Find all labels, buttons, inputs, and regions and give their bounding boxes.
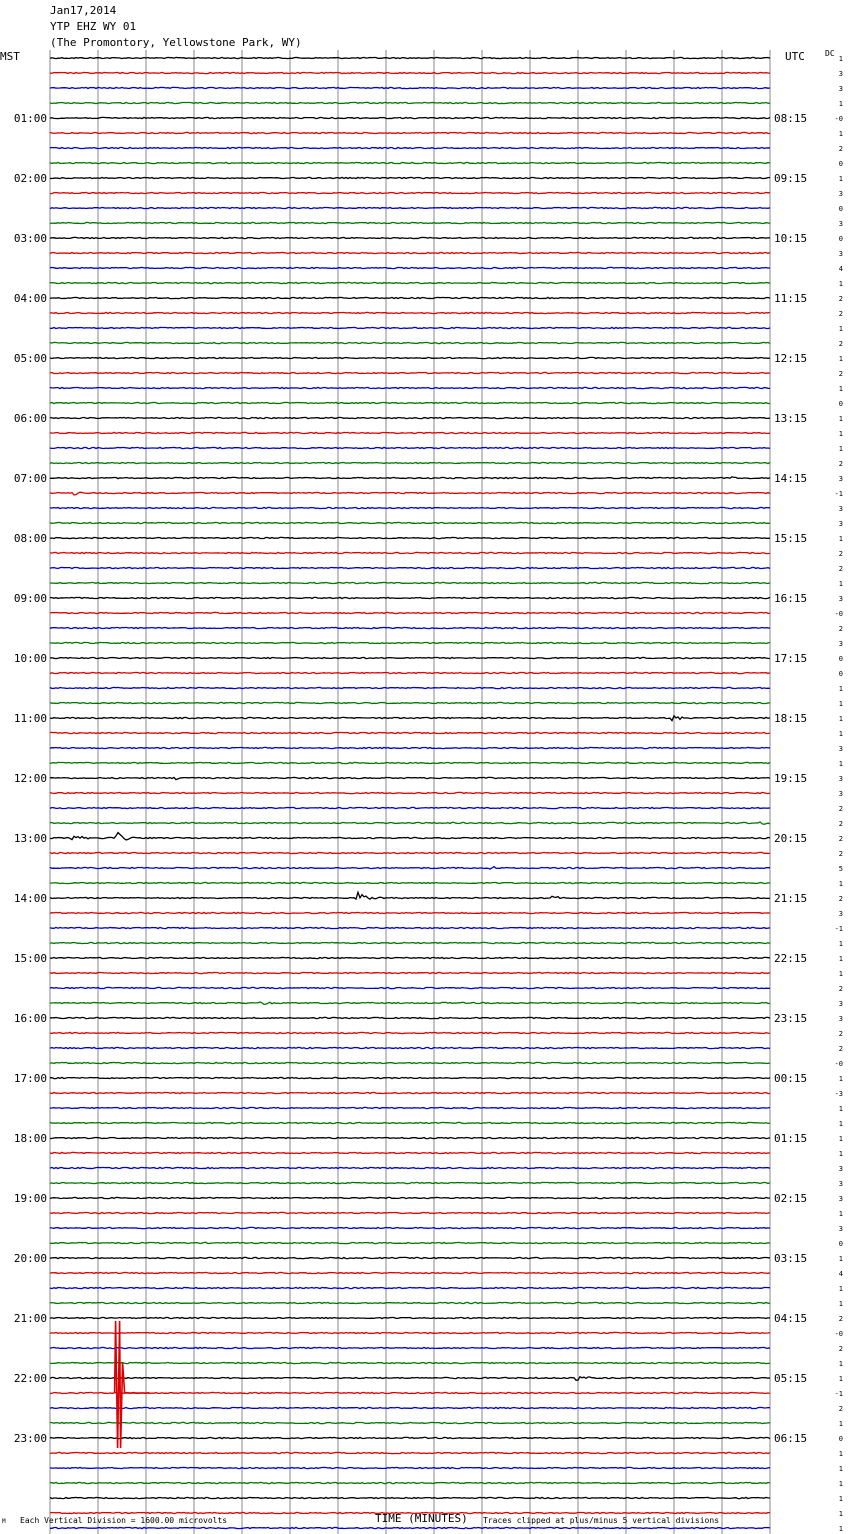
trace-line xyxy=(50,267,770,268)
dc-offset-value: 3 xyxy=(838,790,843,798)
trace-line xyxy=(50,852,770,853)
right-hour-label: 00:15 xyxy=(774,1072,808,1085)
trace-line xyxy=(50,132,770,133)
left-hour-label: 09:00 xyxy=(13,592,47,605)
trace-line xyxy=(50,537,770,538)
trace-line xyxy=(50,1347,770,1348)
trace-line xyxy=(50,1257,770,1258)
left-hour-label: 01:00 xyxy=(13,112,47,125)
left-hour-label: 20:00 xyxy=(13,1252,47,1265)
trace-line xyxy=(50,597,770,598)
dc-offset-value: 3 xyxy=(838,505,843,513)
dc-offset-value: 3 xyxy=(838,520,843,528)
dc-offset-value: -0 xyxy=(834,1330,843,1338)
trace-line xyxy=(50,402,770,403)
left-hour-label: 13:00 xyxy=(13,832,47,845)
dc-offset-value: 1 xyxy=(838,730,843,738)
dc-offset-value: 2 xyxy=(838,835,843,843)
dc-offset-value: 1 xyxy=(838,1120,843,1128)
dc-offset-value: -1 xyxy=(834,490,843,498)
trace-line xyxy=(50,1182,770,1183)
right-hour-label: 22:15 xyxy=(774,952,808,965)
dc-offset-value: 0 xyxy=(838,160,843,168)
dc-offset-value: 1 xyxy=(838,1465,843,1473)
dc-offset-value: 2 xyxy=(838,370,843,378)
dc-offset-value: 2 xyxy=(838,1030,843,1038)
dc-offset-value: 3 xyxy=(838,910,843,918)
dc-offset-value: 3 xyxy=(838,1015,843,1023)
trace-line xyxy=(50,807,770,808)
clip-note: Traces clipped at plus/minus 5 vertical divisions xyxy=(483,1516,720,1525)
dc-offset-value: 1 xyxy=(838,130,843,138)
right-hour-label: 18:15 xyxy=(774,712,808,725)
trace-line xyxy=(50,87,770,88)
dc-offset-value: 0 xyxy=(838,1435,843,1443)
trace-line xyxy=(50,1152,770,1153)
dc-offset-header: DC xyxy=(825,49,835,58)
dc-offset-value: 2 xyxy=(838,295,843,303)
dc-offset-value: 1 xyxy=(838,1375,843,1383)
trace-line xyxy=(50,522,770,523)
trace-line xyxy=(50,1332,770,1333)
trace-line xyxy=(50,1122,770,1123)
dc-offset-value: 2 xyxy=(838,1315,843,1323)
trace-line xyxy=(50,237,770,238)
left-hour-label: 19:00 xyxy=(13,1192,47,1205)
dc-offset-value: 1 xyxy=(838,970,843,978)
trace-line xyxy=(50,72,770,73)
trace-line xyxy=(50,957,770,958)
trace-line xyxy=(50,1167,770,1168)
right-hour-label: 02:15 xyxy=(774,1192,808,1205)
dc-offset-value: 3 xyxy=(838,220,843,228)
dc-offset-value: 3 xyxy=(838,745,843,753)
dc-offset-value: 1 xyxy=(838,1510,843,1518)
trace-line xyxy=(50,432,770,433)
right-hour-label: 03:15 xyxy=(774,1252,808,1265)
dc-offset-value: 1 xyxy=(838,1285,843,1293)
trace-line xyxy=(50,972,770,973)
trace-line xyxy=(50,833,770,840)
trace-line xyxy=(50,672,770,673)
dc-offset-value: 2 xyxy=(838,340,843,348)
right-hour-label: 16:15 xyxy=(774,592,808,605)
right-hour-label: 19:15 xyxy=(774,772,808,785)
trace-line xyxy=(50,942,770,943)
dc-offset-value: 1 xyxy=(838,1255,843,1263)
trace-line xyxy=(50,762,770,763)
dc-offset-value: 0 xyxy=(838,400,843,408)
dc-offset-value: 2 xyxy=(838,805,843,813)
dc-offset-value: 1 xyxy=(838,1150,843,1158)
trace-line xyxy=(50,1287,770,1288)
plot-date: Jan17,2014 xyxy=(50,4,117,17)
trace-line xyxy=(50,507,770,508)
dc-offset-value: 1 xyxy=(838,55,843,63)
trace-line xyxy=(50,1242,770,1243)
dc-offset-value: -0 xyxy=(834,610,843,618)
trace-line xyxy=(50,117,770,118)
left-hour-label: 17:00 xyxy=(13,1072,47,1085)
trace-line xyxy=(50,297,770,298)
dc-offset-value: 1 xyxy=(838,1210,843,1218)
trace-line xyxy=(50,357,770,358)
trace-line xyxy=(50,1377,770,1381)
dc-offset-value: 3 xyxy=(838,1000,843,1008)
dc-offset-value: 1 xyxy=(838,685,843,693)
trace-line xyxy=(50,1227,770,1228)
trace-group xyxy=(50,57,770,1534)
dc-offset-value: 1 xyxy=(838,1360,843,1368)
trace-line xyxy=(50,1017,770,1018)
dc-offset-value: 1 xyxy=(838,100,843,108)
dc-offset-value: -1 xyxy=(834,925,843,933)
trace-line xyxy=(50,912,770,913)
trace-line xyxy=(50,477,770,479)
dc-offset-value: 3 xyxy=(838,1225,843,1233)
trace-line xyxy=(50,1497,770,1498)
dc-offset-value: 1 xyxy=(838,700,843,708)
dc-offset-value: 2 xyxy=(838,850,843,858)
left-hour-label: 04:00 xyxy=(13,292,47,305)
trace-line xyxy=(50,417,770,418)
dc-offset-value: 2 xyxy=(838,460,843,468)
dc-offset-value: 1 xyxy=(838,535,843,543)
corner-mark: M xyxy=(2,1518,6,1525)
dc-offset-value: 1 xyxy=(838,280,843,288)
trace-line xyxy=(50,777,770,779)
left-timezone-label: MST xyxy=(0,50,20,63)
trace-line xyxy=(50,702,770,703)
dc-offset-value: 1 xyxy=(838,1450,843,1458)
trace-line xyxy=(50,1362,770,1363)
trace-line xyxy=(50,177,770,178)
dc-offset-value: 1 xyxy=(838,1480,843,1488)
trace-line xyxy=(50,57,770,58)
plot-grid xyxy=(50,50,770,1534)
dc-offset-value: 1 xyxy=(838,430,843,438)
trace-line xyxy=(50,1317,770,1318)
dc-offset-value: 1 xyxy=(838,1105,843,1113)
dc-offset-value: 3 xyxy=(838,1180,843,1188)
trace-line xyxy=(50,747,770,748)
trace-line xyxy=(50,657,770,658)
dc-offset-value: 2 xyxy=(838,820,843,828)
dc-offset-value: -0 xyxy=(834,1060,843,1068)
dc-offset-value: 3 xyxy=(838,1195,843,1203)
dc-offset-value: 4 xyxy=(838,265,843,273)
dc-offset-value: 3 xyxy=(838,595,843,603)
trace-line xyxy=(50,1527,770,1528)
dc-offset-value: 1 xyxy=(838,955,843,963)
dc-offset-value: 1 xyxy=(838,1135,843,1143)
dc-offset-value: 2 xyxy=(838,1405,843,1413)
right-hour-label: 08:15 xyxy=(774,112,808,125)
right-hour-label: 17:15 xyxy=(774,652,808,665)
trace-line xyxy=(50,1137,770,1138)
trace-line xyxy=(50,1422,770,1423)
trace-line xyxy=(50,327,770,328)
trace-line xyxy=(50,1092,770,1093)
dc-offset-value: 0 xyxy=(838,655,843,663)
trace-line xyxy=(50,582,770,583)
trace-line xyxy=(50,627,770,628)
left-hour-label: 02:00 xyxy=(13,172,47,185)
right-hour-label: 11:15 xyxy=(774,292,808,305)
trace-line xyxy=(50,792,770,793)
trace-line xyxy=(50,312,770,313)
left-hour-label: 23:00 xyxy=(13,1432,47,1445)
left-hour-label: 03:00 xyxy=(13,232,47,245)
right-timezone-label: UTC xyxy=(785,50,805,63)
left-hour-label: 11:00 xyxy=(13,712,47,725)
trace-line xyxy=(50,1482,770,1483)
dc-offset-value: 0 xyxy=(838,235,843,243)
trace-line xyxy=(50,447,770,448)
trace-line xyxy=(50,882,770,883)
dc-offset-value: 1 xyxy=(838,760,843,768)
left-hour-label: 21:00 xyxy=(13,1312,47,1325)
right-hour-label: 21:15 xyxy=(774,892,808,905)
dc-offset-value: 1 xyxy=(838,355,843,363)
trace-line xyxy=(50,867,770,869)
dc-offset-value: 3 xyxy=(838,475,843,483)
trace-line xyxy=(50,387,770,388)
dc-offset-value: 2 xyxy=(838,985,843,993)
dc-offset-value: 1 xyxy=(838,415,843,423)
trace-line xyxy=(50,222,770,223)
right-hour-label: 06:15 xyxy=(774,1432,808,1445)
dc-offset-value: 1 xyxy=(838,1300,843,1308)
trace-line xyxy=(50,1002,770,1004)
trace-line xyxy=(50,1302,770,1303)
trace-line xyxy=(50,567,770,568)
right-hour-label: 10:15 xyxy=(774,232,808,245)
dc-offset-value: 2 xyxy=(838,1045,843,1053)
left-hour-label: 22:00 xyxy=(13,1372,47,1385)
trace-line xyxy=(50,102,770,103)
trace-line xyxy=(50,612,770,613)
dc-offset-value: 1 xyxy=(838,1420,843,1428)
dc-offset-value: 3 xyxy=(838,775,843,783)
right-hour-label: 20:15 xyxy=(774,832,808,845)
dc-offset-value: 2 xyxy=(838,895,843,903)
dc-offset-value: 2 xyxy=(838,145,843,153)
trace-line xyxy=(50,1437,770,1438)
dc-offset-value: 1 xyxy=(838,580,843,588)
left-hour-label: 05:00 xyxy=(13,352,47,365)
dc-offset-value: -3 xyxy=(834,1090,843,1098)
trace-line xyxy=(50,372,770,373)
trace-line xyxy=(50,687,770,688)
right-hour-label: 05:15 xyxy=(774,1372,808,1385)
dc-offset-value: 3 xyxy=(838,70,843,78)
right-hour-label: 09:15 xyxy=(774,172,808,185)
trace-line xyxy=(50,1467,770,1468)
trace-line xyxy=(50,927,770,928)
right-hour-label: 15:15 xyxy=(774,532,808,545)
dc-offset-value: -0 xyxy=(834,115,843,123)
label-group xyxy=(14,55,843,1534)
dc-offset-value: 2 xyxy=(838,550,843,558)
trace-line xyxy=(50,892,770,899)
scale-note: Each Vertical Division = 1600.00 microvolts xyxy=(20,1516,228,1525)
trace-line xyxy=(50,282,770,283)
dc-offset-value: 3 xyxy=(838,640,843,648)
trace-line xyxy=(50,732,770,733)
trace-line xyxy=(50,716,770,721)
left-hour-label: 10:00 xyxy=(13,652,47,665)
dc-offset-value: 3 xyxy=(838,190,843,198)
dc-offset-value: 1 xyxy=(838,880,843,888)
dc-offset-value: 3 xyxy=(838,1165,843,1173)
left-hour-label: 14:00 xyxy=(13,892,47,905)
trace-line xyxy=(50,642,770,643)
left-hour-label: 15:00 xyxy=(13,952,47,965)
dc-offset-value: 0 xyxy=(838,670,843,678)
trace-line xyxy=(50,1407,770,1408)
left-hour-label: 08:00 xyxy=(13,532,47,545)
trace-line xyxy=(50,1392,770,1393)
left-hour-label: 16:00 xyxy=(13,1012,47,1025)
trace-line xyxy=(50,822,770,824)
trace-line xyxy=(50,1062,770,1063)
dc-offset-value: -1 xyxy=(834,1390,843,1398)
right-hour-label: 04:15 xyxy=(774,1312,808,1325)
right-hour-label: 23:15 xyxy=(774,1012,808,1025)
right-hour-label: 12:15 xyxy=(774,352,808,365)
trace-line xyxy=(50,252,770,253)
station-code: YTP EHZ WY 01 xyxy=(50,20,137,33)
dc-offset-value: 1 xyxy=(838,1075,843,1083)
dc-offset-value: 0 xyxy=(838,1240,843,1248)
clipped-event-trace xyxy=(115,1321,150,1448)
dc-offset-value: 2 xyxy=(838,1345,843,1353)
dc-offset-value: 3 xyxy=(838,85,843,93)
trace-line xyxy=(50,1272,770,1273)
dc-offset-value: 5 xyxy=(838,865,843,873)
trace-line xyxy=(50,1077,770,1078)
trace-line xyxy=(50,147,770,148)
left-hour-label: 07:00 xyxy=(13,472,47,485)
dc-offset-value: 1 xyxy=(838,1495,843,1503)
right-hour-label: 14:15 xyxy=(774,472,808,485)
dc-offset-value: 1 xyxy=(838,325,843,333)
trace-line xyxy=(50,1212,770,1213)
right-hour-label: 13:15 xyxy=(774,412,808,425)
trace-line xyxy=(50,162,770,163)
trace-line xyxy=(50,1197,770,1198)
dc-offset-value: 1 xyxy=(838,1525,843,1533)
left-hour-label: 12:00 xyxy=(13,772,47,785)
trace-line xyxy=(50,1107,770,1108)
dc-offset-value: 4 xyxy=(838,1270,843,1278)
trace-line xyxy=(50,987,770,988)
trace-line xyxy=(50,342,770,343)
dc-offset-value: 0 xyxy=(838,205,843,213)
dc-offset-value: 1 xyxy=(838,385,843,393)
trace-line xyxy=(50,492,770,495)
dc-offset-value: 3 xyxy=(838,250,843,258)
left-hour-label: 18:00 xyxy=(13,1132,47,1145)
dc-offset-value: 1 xyxy=(838,715,843,723)
trace-line xyxy=(50,1047,770,1048)
x-axis-label: TIME (MINUTES) xyxy=(375,1512,468,1525)
trace-line xyxy=(50,462,770,463)
dc-offset-value: 1 xyxy=(838,175,843,183)
dc-offset-value: 1 xyxy=(838,445,843,453)
trace-line xyxy=(50,552,770,553)
dc-offset-value: 1 xyxy=(838,940,843,948)
station-location: (The Promontory, Yellowstone Park, WY) xyxy=(50,36,302,49)
dc-offset-value: 2 xyxy=(838,565,843,573)
right-hour-label: 01:15 xyxy=(774,1132,808,1145)
trace-line xyxy=(50,1032,770,1033)
trace-line xyxy=(50,192,770,193)
dc-offset-value: 2 xyxy=(838,310,843,318)
trace-line xyxy=(50,207,770,208)
left-hour-label: 06:00 xyxy=(13,412,47,425)
trace-line xyxy=(50,1452,770,1453)
dc-offset-value: 2 xyxy=(838,625,843,633)
